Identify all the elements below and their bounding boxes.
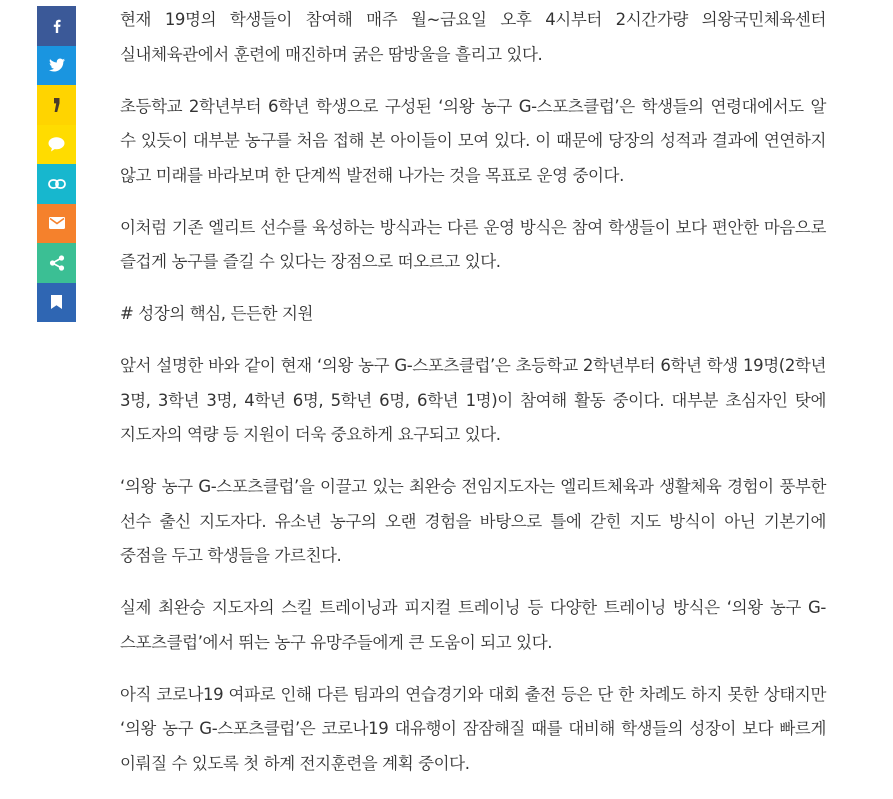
twitter-share-button[interactable] (37, 46, 76, 86)
bookmark-icon (51, 295, 62, 309)
email-share-button[interactable] (37, 204, 76, 244)
kakaotalk-icon (48, 137, 65, 152)
paragraph: 앞서 설명한 바와 같이 현재 ‘의왕 농구 G-스포츠클럽’은 초등학교 2학년부터 6학년 학생 19명(2학년 3명, 3학년 3명, 4학년 6명, 5학년 6명, 6학년 1명)이 참여해 활동 중이다. 대부분 초심자인 탓에 지도자의 역량 등 지원이 더욱 중요하게 요구되고 있다. (120, 356, 826, 444)
paragraph: ‘의왕 농구 G-스포츠클럽’을 이끌고 있는 최완승 전임지도자는 엘리트체육과 생활체육 경험이 풍부한 선수 출신 지도자다. 유소년 농구의 오랜 경험을 바탕으로 틀에 갇힌 지도 방식이 아닌 기본기에 중점을 두고 학생들을 가르친다. (120, 477, 826, 565)
facebook-icon (50, 19, 64, 33)
link-icon (48, 179, 66, 189)
kakaotalk-share-button[interactable] (37, 125, 76, 165)
twitter-icon (49, 58, 65, 72)
paragraph: 이처럼 기존 엘리트 선수를 육성하는 방식과는 다른 운영 방식은 참여 학생들이 보다 편안한 마음으로 즐겁게 농구를 즐길 수 있다는 장점으로 떠오르고 있다. (120, 217, 826, 271)
facebook-share-button[interactable] (37, 6, 76, 46)
share-button[interactable] (37, 243, 76, 283)
kakaostory-icon (52, 97, 62, 113)
paragraph: 초등학교 2학년부터 6학년 학생으로 구성된 ‘의왕 농구 G-스포츠클럽’은 학생들의 연령대에서도 알 수 있듯이 대부분 농구를 처음 접해 본 아이들이 모여 있다. 이 때문에 당장의 성적과 결과에 연연하지 않고 미래를 바라보며 한 단계씩 발전해 나가는 것을 목표로 운영 중이다. (120, 96, 826, 185)
email-icon (49, 217, 65, 229)
share-icon (49, 255, 65, 271)
share-bar (37, 6, 76, 322)
section-heading: # 성장의 핵심, 든든한 지원 (120, 304, 314, 323)
copy-link-button[interactable] (37, 164, 76, 204)
kakaostory-share-button[interactable] (37, 85, 76, 125)
article-body (120, 3, 826, 799)
paragraph: 실제 최완승 지도자의 스킬 트레이닝과 피지컬 트레이닝 등 다양한 트레이닝 방식은 ‘의왕 농구 G-스포츠클럽’에서 뛰는 농구 유망주들에게 큰 도움이 되고 있다. (120, 598, 826, 652)
bookmark-button[interactable] (37, 283, 76, 323)
paragraph: 아직 코로나19 여파로 인해 다른 팀과의 연습경기와 대회 출전 등은 단 한 차례도 하지 못한 상태지만 ‘의왕 농구 G-스포츠클럽’은 코로나19 대유행이 잠잠해질 때를 대비해 학생들의 성장이 보다 빠르게 이뤄질 수 있도록 첫 하계 전지훈련을 계획 중이다. (120, 684, 826, 773)
paragraph: 현재 19명의 학생들이 참여해 매주 월~금요일 오후 4시부터 2시간가량 의왕국민체육센터 실내체육관에서 훈련에 매진하며 굵은 땀방울을 흘리고 있다. (120, 10, 826, 64)
